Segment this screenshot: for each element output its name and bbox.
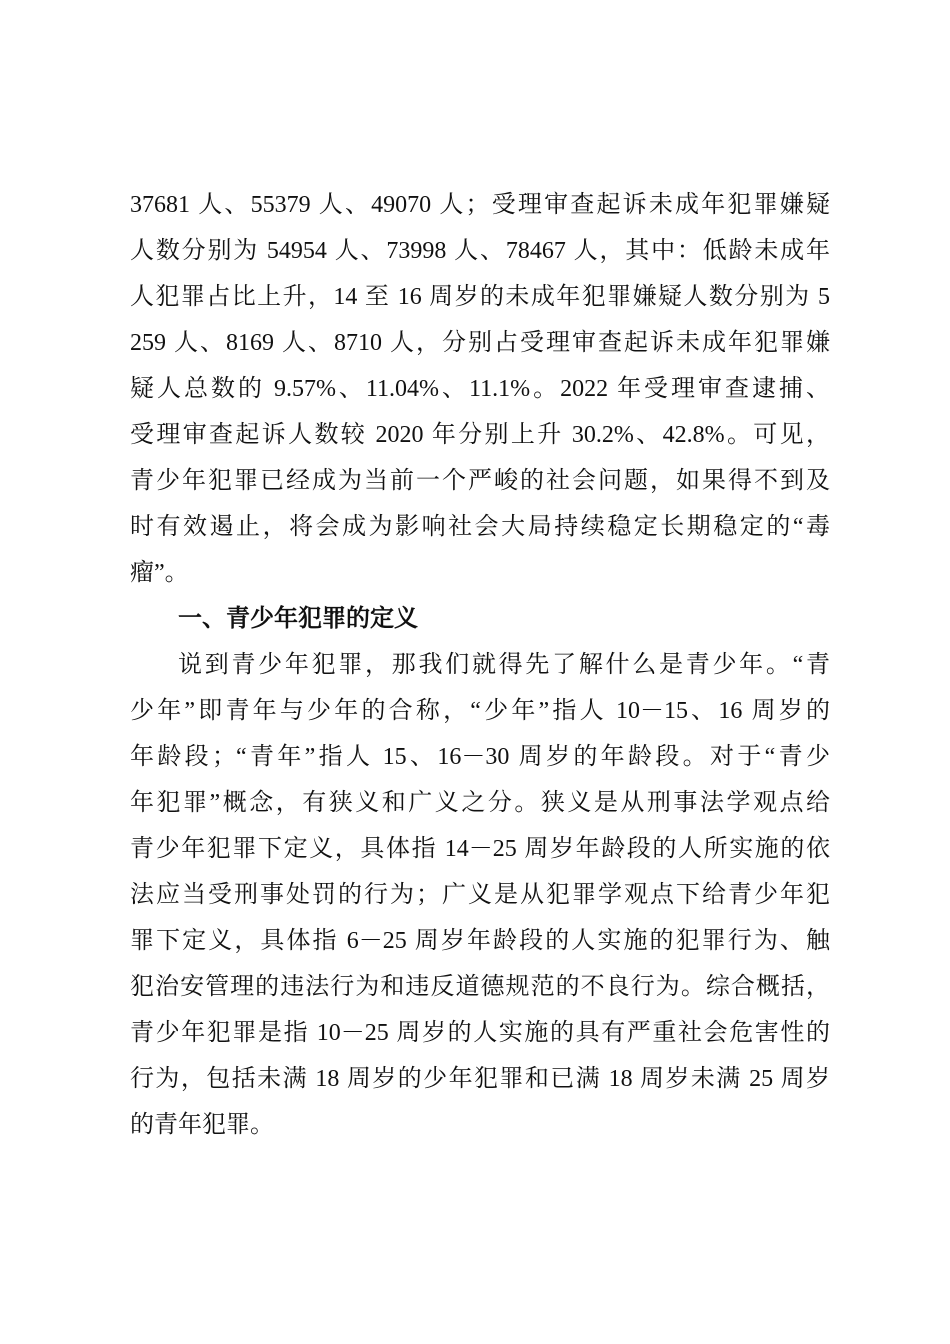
text-line: 瘤”。 [130,560,189,586]
text-line: 时有效遏止，将会成为影响社会大局持续稳定长期稳定的“毒 [130,514,830,540]
text-line: 罪下定义，具体指 6－25 周岁年龄段的人实施的犯罪行为、触 [130,928,830,954]
paragraph-statistics [130,182,830,596]
text-line: 人犯罪占比上升，14 至 16 周岁的未成年犯罪嫌疑人数分别为 5 [130,284,830,310]
text-line: 说到青少年犯罪，那我们就得先了解什么是青少年。“青 [178,652,830,678]
paragraph-definition [130,642,830,1148]
text-line: 青少年犯罪是指 10－25 周岁的人实施的具有严重社会危害性的 [130,1020,830,1046]
text-line: 的青年犯罪。 [130,1112,274,1138]
document-page [130,182,830,1148]
text-line: 年犯罪”概念，有狭义和广义之分。狭义是从刑事法学观点给 [130,790,830,816]
text-line: 疑人总数的 9.57%、11.04%、11.1%。2022 年受理审查逮捕、 [130,376,830,402]
text-line: 行为，包括未满 18 周岁的少年犯罪和已满 18 周岁未满 25 周岁 [130,1066,830,1092]
text-line: 法应当受刑事处罚的行为；广义是从犯罪学观点下给青少年犯 [130,882,830,908]
text-line: 259 人、8169 人、8710 人，分别占受理审查起诉未成年犯罪嫌 [130,330,830,356]
text-line: 37681 人、55379 人、49070 人；受理审查起诉未成年犯罪嫌疑 [130,192,830,218]
text-line: 受理审查起诉人数较 2020 年分别上升 30.2%、42.8%。可见， [130,422,830,448]
text-line: 犯治安管理的违法行为和违反道德规范的不良行为。综合概括， [130,974,830,1000]
text-line: 少年”即青年与少年的合称，“少年”指人 10－15、16 周岁的 [130,698,830,724]
section-heading: 一、青少年犯罪的定义 [178,605,418,632]
text-line: 年龄段；“青年”指人 15、16－30 周岁的年龄段。对于“青少 [130,744,830,770]
text-line: 青少年犯罪已经成为当前一个严峻的社会问题，如果得不到及 [130,468,830,494]
text-line: 青少年犯罪下定义，具体指 14－25 周岁年龄段的人所实施的依 [130,836,830,862]
text-line: 人数分别为 54954 人、73998 人、78467 人，其中：低龄未成年 [130,238,830,264]
